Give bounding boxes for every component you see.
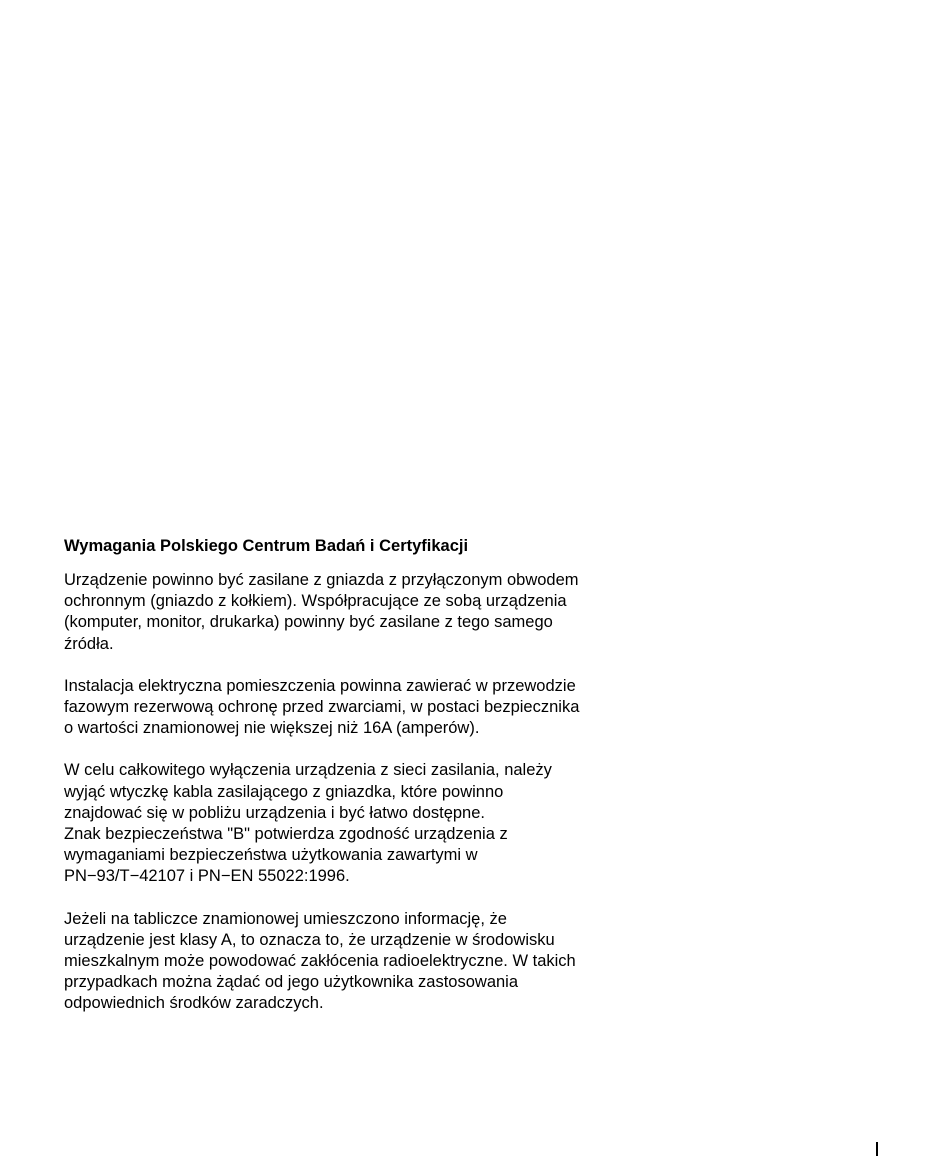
text-line: PN−93/T−42107 i PN−EN 55022:1996.	[64, 867, 350, 886]
text-line: W celu całkowitego wyłączenia urządzenia z sieci zasilania, należy	[64, 761, 552, 780]
paragraph-electrical-installation	[64, 676, 664, 740]
section-heading: Wymagania Polskiego Centrum Badań i Certyfikacji	[64, 537, 469, 555]
text-line: ochronnym (gniazdo z kołkiem). Współpracujące ze sobą urządzenia	[64, 592, 567, 611]
text-line: źródła.	[64, 634, 114, 653]
text-line: Urządzenie powinno być zasilane z gniazda z przyłączonym obwodem	[64, 571, 579, 589]
text-line: Jeżeli na tabliczce znamionowej umieszczono informację, że	[64, 909, 507, 928]
text-line: znajdować się w pobliżu urządzenia i być łatwo dostępne.	[64, 803, 485, 822]
text-line: wyjąć wtyczkę kabla zasilającego z gniazdka, które powinno	[64, 782, 504, 801]
text-line: Instalacja elektryczna pomieszczenia powinna zawierać w przewodzie	[64, 676, 576, 695]
text-line: fazowym rezerwową ochronę przed zwarciami, w postaci bezpiecznika	[64, 698, 580, 717]
text-line: odpowiednich środków zaradczych.	[64, 994, 324, 1013]
text-line: urządzenie jest klasy A, to oznacza to, że urządzenie w środowisku	[64, 930, 555, 949]
text-line: (komputer, monitor, drukarka) powinny być zasilane z tego samego	[64, 613, 553, 632]
document-body	[64, 536, 664, 1036]
text-line: wymaganiami bezpieczeństwa użytkowania zawartymi w	[64, 846, 478, 865]
text-line: przypadkach można żądać od jego użytkownika zastosowania	[64, 973, 519, 992]
text-line: mieszkalnym może powodować zakłócenia radioelektryczne. W takich	[64, 952, 576, 971]
page-edge-marker	[876, 1142, 878, 1156]
text-line: Znak bezpieczeństwa "B" potwierdza zgodność urządzenia z	[64, 825, 508, 844]
text-line: o wartości znamionowej nie większej niż 16A (amperów).	[64, 719, 480, 738]
paragraph-class-a-notice	[64, 909, 664, 1015]
paragraph-power-supply	[64, 570, 664, 655]
paragraph-disconnection-safety-mark	[64, 760, 664, 887]
